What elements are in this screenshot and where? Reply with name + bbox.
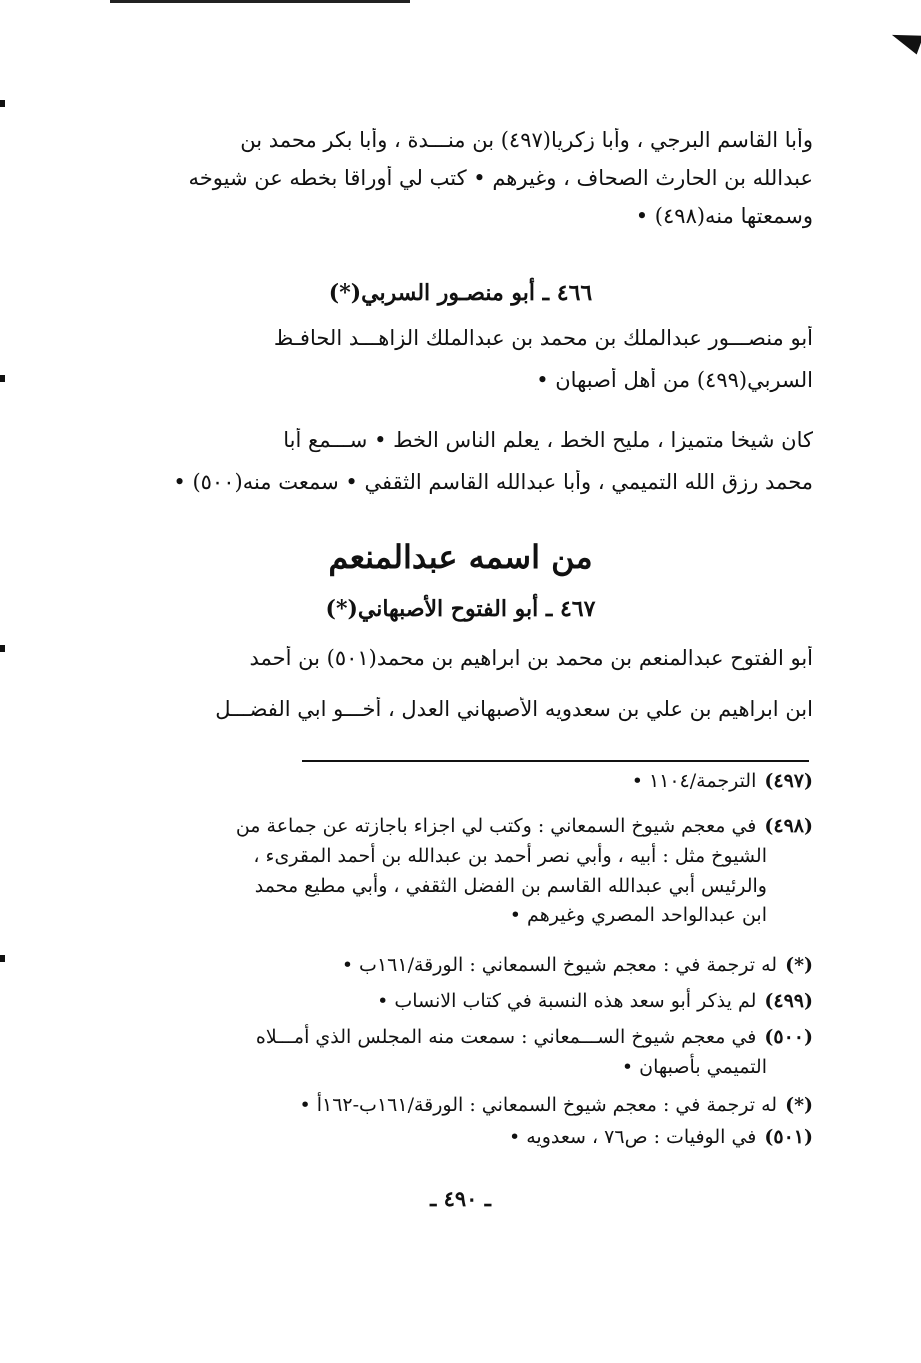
section-heading: من اسمه عبدالمنعم [328, 538, 593, 576]
scan-edge-dot [0, 100, 5, 107]
scan-edge-dot [0, 375, 5, 382]
footnote-marker: (٥٠٠) [764, 1026, 813, 1048]
footnote-text: لم يذكر أبو سعد هذه النسبة في كتاب الانساب • [377, 990, 757, 1012]
footnote [153, 954, 813, 977]
text-line: السربي(٤٩٩) من أهل أصبهان • [536, 368, 813, 393]
text-line: كان شيخا متميزا ، مليح الخط ، يعلم الناس الخط • ســـمع أبا [283, 428, 813, 452]
footnote [153, 1094, 813, 1117]
footnote [153, 815, 813, 927]
text-line: عبدالله بن الحارث الصحاف ، وغيرهم • كتب لي أوراقا بخطه عن شيوخه [188, 166, 813, 191]
footnote-text: التميمي بأصبهان • [621, 1055, 767, 1078]
text-line: وسمعتها منه(٤٩٨) • [635, 204, 813, 229]
text-line: ابن ابراهيم بن علي بن سعدويه الأصبهاني العدل ، أخـــو ابي الفضـــل [215, 697, 813, 722]
footnote-marker: (٤٩٩) [764, 990, 813, 1012]
scan-edge-line [110, 0, 410, 3]
footnote-marker: (*) [785, 1094, 813, 1116]
scan-edge-dot [0, 955, 5, 962]
text-line: أبو منصـــور عبدالملك بن محمد بن عبدالملك الزاهـــد الحافـظ [273, 326, 813, 350]
page-number: ـ ٤٩٠ ـ [430, 1186, 491, 1211]
footnote-marker: (٤٩٨) [764, 815, 813, 837]
entry-heading: ٤٦٦ ـ أبو منصـور السربي(*) [328, 280, 593, 306]
entry-heading: ٤٦٧ ـ أبو الفتوح الأصبهاني(*) [325, 596, 596, 622]
footnote [153, 770, 813, 793]
footnote [153, 1126, 813, 1149]
footnote-text: له ترجمة في : معجم شيوخ السمعاني : الورقة/١٦١ب-١٦٢أ • [299, 1094, 778, 1116]
footnote-text: ابن عبدالواحد المصري وغيرهم • [509, 904, 767, 927]
scan-edge-dot [0, 645, 5, 652]
footnote-text: الترجمة/١١٠٤ • [631, 770, 757, 792]
text-line: وأبا القاسم البرجي ، وأبا زكريا(٤٩٧) بن منـــدة ، وأبا بكر محمد بن [240, 128, 813, 152]
entry-paragraph [165, 428, 813, 495]
footnote-text: والرئيس أبي عبدالله القاسم بن الفضل الثقفي ، وأبي مطيع محمد [254, 874, 767, 897]
footnote-text: في معجم شيوخ السمعاني : وكتب لي اجزاء باجازته عن جماعة من [235, 815, 757, 837]
text-line: أبو الفتوح عبدالمنعم بن محمد بن ابراهيم بن محمد(٥٠١) بن أحمد [249, 646, 813, 670]
footnote-text: في معجم شيوخ الســـمعاني : سمعت منه المجلس الذي أمـــلاه [255, 1026, 757, 1048]
scan-corner-mark [888, 25, 921, 54]
footnote [153, 1026, 813, 1079]
footnote-marker: (٥٠١) [764, 1126, 813, 1148]
entry-paragraph [165, 326, 813, 393]
entry-paragraph [165, 646, 813, 722]
text-line: محمد رزق الله التميمي ، وأبا عبدالله القاسم الثقفي • سمعت منه(٥٠٠) • [173, 470, 813, 495]
footnote-text: في الوفيات : ص٧٦ ، سعدويه • [508, 1126, 757, 1148]
footnote-text: الشيوخ مثل : أبيه ، وأبي نصر أحمد بن عبدالله بن أحمد المقرىء ، [253, 844, 767, 867]
footnote-text: له ترجمة في : معجم شيوخ السمعاني : الورقة/١٦١ب • [341, 954, 778, 976]
footnote-separator [302, 760, 809, 762]
footnote [153, 990, 813, 1013]
footnote-marker: (*) [785, 954, 813, 976]
footnote-marker: (٤٩٧) [764, 770, 813, 792]
intro-paragraph [165, 128, 813, 230]
